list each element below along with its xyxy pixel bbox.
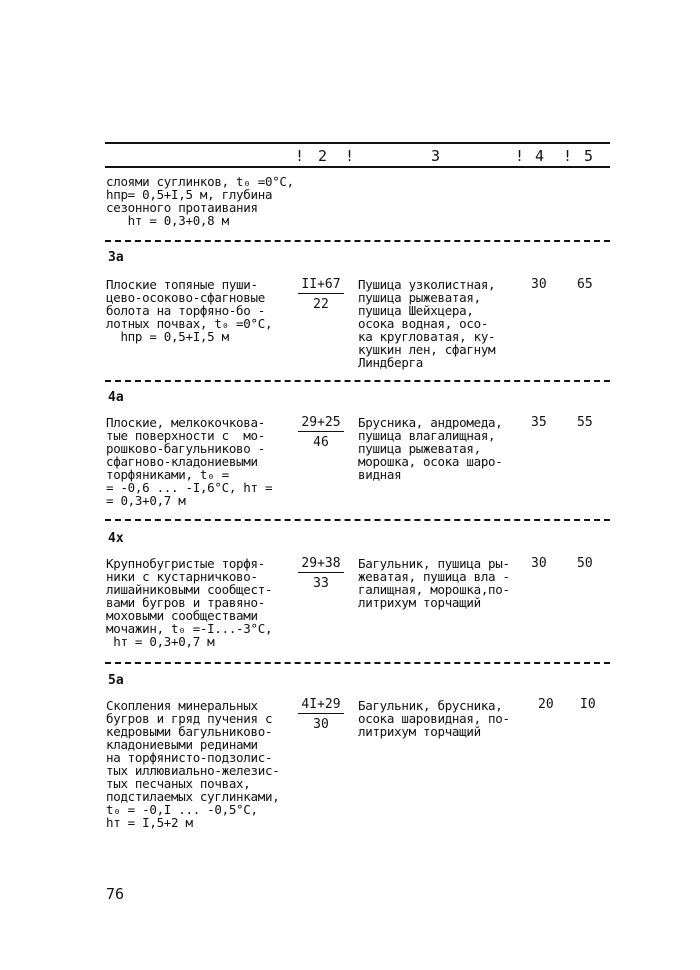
fraction-denominator: 30 (313, 717, 329, 732)
header-separator-4: ! (563, 147, 573, 165)
row-col5-3a: 65 (577, 277, 593, 292)
header-top-rule (105, 142, 610, 144)
fraction-numerator: 29+38 (298, 556, 344, 573)
fraction-denominator: 22 (313, 297, 329, 312)
row-col4-3a: 30 (531, 277, 547, 292)
row-col5-4x: 50 (577, 556, 593, 571)
row-species-5a: Багульник, брусника, осока шаровидная, по- литрихум торчащий (358, 698, 510, 739)
row-fraction-4a (298, 415, 344, 450)
row-code-3a: 3а (108, 250, 124, 265)
header-separator-3: ! (515, 147, 525, 165)
header-col-4: 4 (535, 147, 545, 165)
row-divider (105, 519, 610, 521)
fraction-numerator: II+67 (298, 277, 344, 294)
row-code-5a: 5а (108, 673, 124, 688)
row-description-4a: Плоские, мелкокочкова- тые поверхности с мо- рошково-багульниково - сфагново-кладониевыми торфяниками, t₀ = = -0,6 ... -I,6°C, hт = = 0,3+0,7 м (106, 415, 273, 508)
row-code-4a: 4а (108, 390, 124, 405)
row-col5-5a: I0 (580, 697, 596, 712)
row-fraction-3a (298, 277, 344, 312)
header-col-5: 5 (584, 147, 594, 165)
row-fraction-4x (298, 556, 344, 591)
row-divider (105, 380, 610, 382)
row-col4-4x: 30 (531, 556, 547, 571)
row-species-4x: Багульник, пушица ры- жеватая, пушица вла - галищная, морошка,по- литрихум торчащий (358, 556, 510, 610)
header-col-3: 3 (431, 147, 441, 165)
row-col5-4a: 55 (577, 415, 593, 430)
fraction-denominator: 46 (313, 435, 329, 450)
header-col-2: 2 (318, 147, 328, 165)
row-col4-5a: 20 (538, 697, 554, 712)
continuation-text: слоями суглинков, t₀ =0°C, hпр= 0,5+I,5 м, глубина сезонного протаивания hт = 0,3+0,8 м (106, 174, 294, 228)
row-fraction-5a (298, 697, 344, 732)
row-species-3a: Пушица узколистная, пушица рыжеватая, пушица Шейхцера, осока водная, осо- ка кругловатая, ку- кушкин лен, сфагнум Линдберга (358, 277, 496, 370)
fraction-denominator: 33 (313, 576, 329, 591)
row-divider (105, 662, 610, 664)
row-description-5a: Скопления минеральных бугров и гряд пучения с кедровыми багульниково- кладониевыми рединами на торфянисто-подзолис- тых иллювиально-железис- тых песчаных почвах, подстилаемых суглинками, t₀ = -0,I ... -0,5°C, hт = I,5+2 м (106, 698, 280, 830)
row-code-4x: 4х (108, 531, 124, 546)
row-description-4x: Крупнобугристые торфя- ники с кустарничково- лишайниковыми сообщест- вами бугров и травяно- моховыми сообществами мочажин, t₀ =-I...-3°C, hт = 0,3+0,7 м (106, 556, 273, 649)
fraction-numerator: 4I+29 (298, 697, 344, 714)
header-separator-2: ! (345, 147, 355, 165)
row-col4-4a: 35 (531, 415, 547, 430)
row-description-3a: Плоские топяные пуши- цево-осоково-сфагновые болота на торфяно-бо - лотных почвах, t₀ =0°C, hпр = 0,5+I,5 м (106, 277, 273, 344)
page-number: 76 (106, 885, 125, 903)
row-divider (105, 240, 610, 242)
header-bottom-rule (105, 166, 610, 168)
header-separator-1: ! (295, 147, 305, 165)
row-species-4a: Брусника, андромеда, пушица влагалищная, пушица рыжеватая, морошка, осока шаро- видная (358, 415, 503, 482)
fraction-numerator: 29+25 (298, 415, 344, 432)
